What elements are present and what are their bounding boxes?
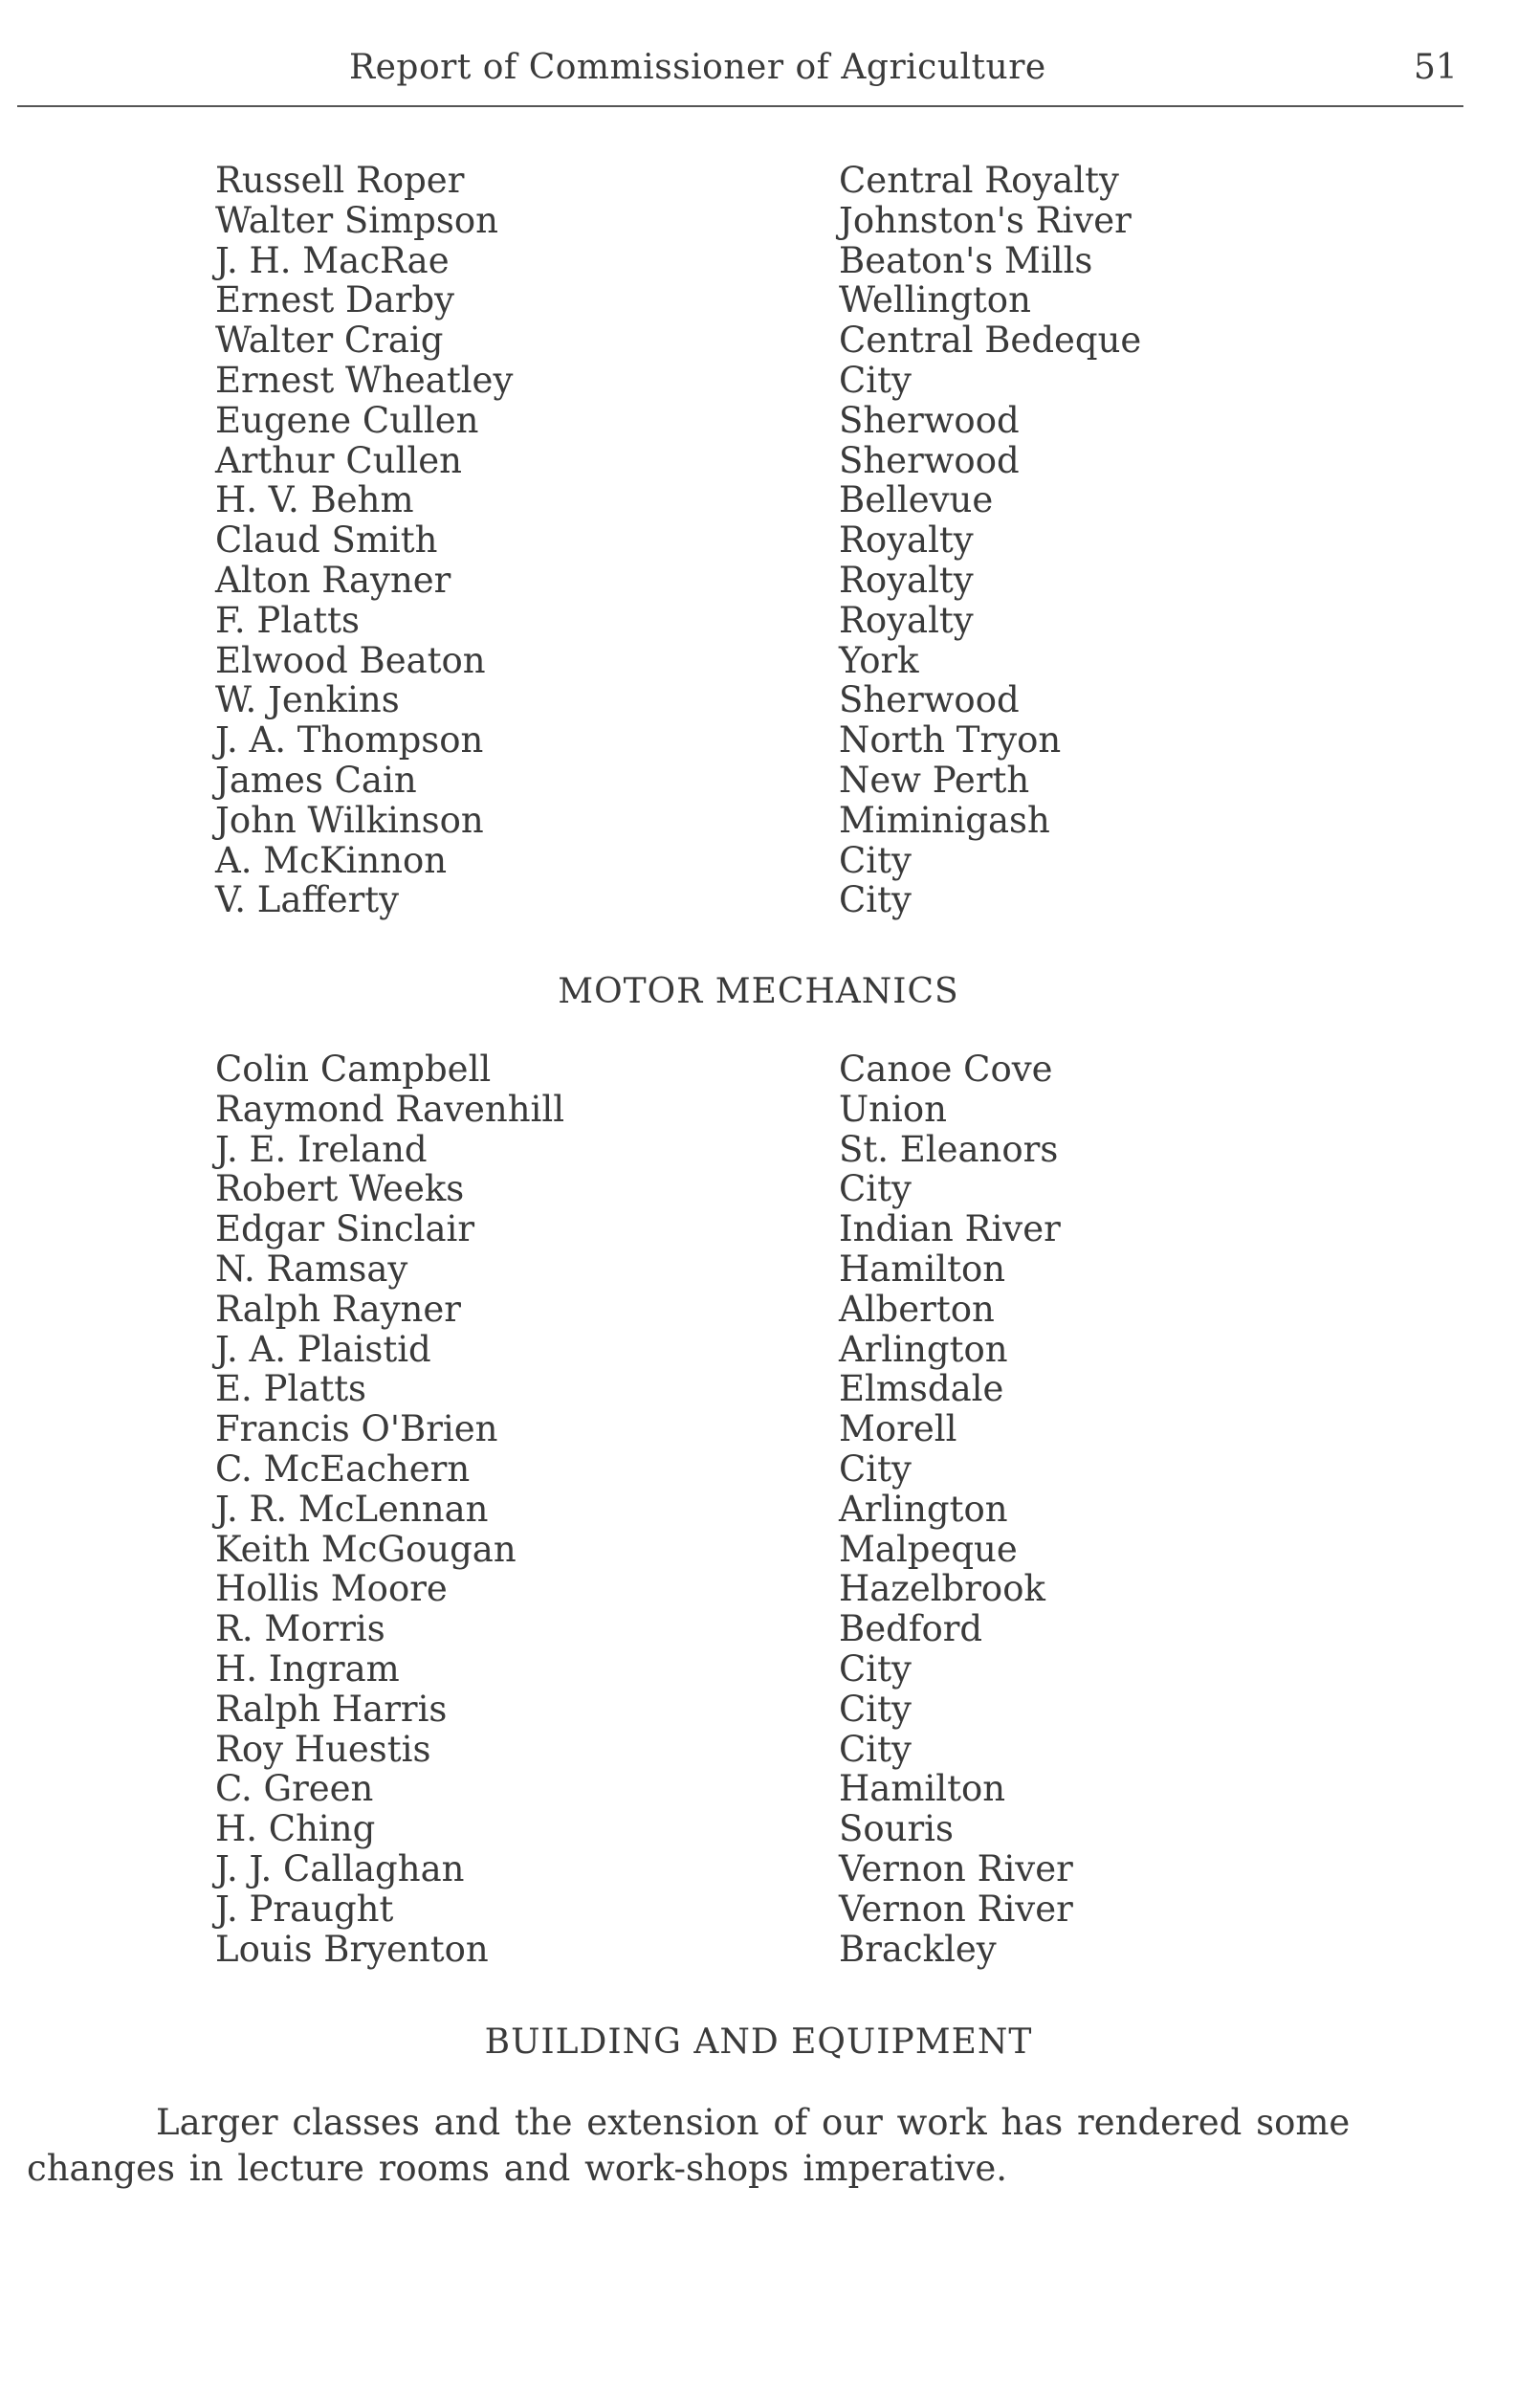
- list-item: [215, 561, 1363, 601]
- list-item: [215, 1769, 1363, 1809]
- list-item: [215, 801, 1363, 841]
- student-name: Ernest Wheatley: [215, 359, 514, 401]
- student-name: Robert Weeks: [215, 1168, 465, 1210]
- student-place: City: [839, 1647, 912, 1690]
- page-number: 51: [1414, 48, 1458, 87]
- student-name: James Cain: [215, 759, 417, 801]
- student-name: V. Lafferty: [215, 879, 400, 921]
- building-paragraph: Larger classes and the extension of our work has rendered some changes in lecture rooms and work-shops imperative.: [27, 2102, 1351, 2189]
- student-name: Colin Campbell: [215, 1049, 492, 1090]
- student-list-continued: [215, 161, 1363, 920]
- student-name: J. A. Thompson: [215, 719, 484, 762]
- student-place: Royalty: [839, 559, 974, 601]
- list-item: [215, 520, 1363, 561]
- student-place: Hamilton: [839, 1248, 1006, 1290]
- list-item: [215, 1409, 1363, 1449]
- list-item: [215, 1490, 1363, 1530]
- student-name: C. Green: [215, 1768, 374, 1810]
- section-heading-motor-mechanics: MOTOR MECHANICS: [558, 972, 959, 1011]
- student-name: Ernest Darby: [215, 279, 455, 321]
- student-place: Morell: [839, 1408, 957, 1450]
- list-item: [215, 720, 1363, 761]
- student-name: Walter Craig: [215, 320, 444, 362]
- student-place: Union: [839, 1088, 947, 1130]
- student-place: Johnston's River: [839, 199, 1132, 241]
- student-place: City: [839, 879, 912, 921]
- list-item: [215, 1569, 1363, 1609]
- student-name: J. H. MacRae: [215, 239, 450, 281]
- student-place: Bellevue: [839, 479, 994, 521]
- student-place: Canoe Cove: [839, 1049, 1053, 1090]
- list-item: [215, 1809, 1363, 1849]
- student-name: Edgar Sinclair: [215, 1208, 475, 1250]
- running-title: Report of Commissioner of Agriculture: [349, 48, 1046, 87]
- student-name: E. Platts: [215, 1368, 367, 1410]
- section-heading-building-equipment: BUILDING AND EQUIPMENT: [484, 2022, 1033, 2062]
- list-item: [215, 1449, 1363, 1490]
- student-name: Hollis Moore: [215, 1568, 448, 1610]
- student-name: Louis Bryenton: [215, 1928, 489, 1970]
- list-item: [215, 320, 1363, 361]
- student-name: J. Praught: [215, 1888, 394, 1930]
- list-item: [215, 680, 1363, 720]
- student-name: Keith McGougan: [215, 1528, 517, 1570]
- student-place: Arlington: [839, 1488, 1008, 1530]
- student-place: Miminigash: [839, 799, 1050, 841]
- student-place: City: [839, 359, 912, 401]
- list-item: [215, 1290, 1363, 1330]
- student-place: St. Eleanors: [839, 1128, 1059, 1170]
- student-place: Souris: [839, 1808, 954, 1850]
- student-name: F. Platts: [215, 599, 360, 641]
- list-item: [215, 441, 1363, 481]
- student-place: Elmsdale: [839, 1368, 1004, 1410]
- student-name: C. McEachern: [215, 1447, 471, 1490]
- list-item: [215, 1930, 1363, 1970]
- list-item: [215, 280, 1363, 320]
- student-name: Francis O'Brien: [215, 1408, 498, 1450]
- student-place: Wellington: [839, 279, 1031, 321]
- list-item: [215, 1090, 1363, 1130]
- motor-mechanics-list: [215, 1049, 1363, 1969]
- list-item: [215, 1530, 1363, 1570]
- list-item: [215, 1169, 1363, 1209]
- student-name: John Wilkinson: [215, 799, 484, 841]
- student-name: Walter Simpson: [215, 199, 498, 241]
- student-place: Central Bedeque: [839, 320, 1142, 362]
- list-item: [215, 641, 1363, 681]
- student-place: Malpeque: [839, 1528, 1018, 1570]
- list-item: [215, 1889, 1363, 1930]
- list-item: [215, 601, 1363, 641]
- student-name: W. Jenkins: [215, 679, 400, 721]
- student-name: H. Ching: [215, 1808, 376, 1850]
- student-place: City: [839, 1447, 912, 1490]
- student-place: York: [839, 639, 919, 681]
- student-name: R. Morris: [215, 1608, 385, 1650]
- list-item: [215, 880, 1363, 920]
- student-name: N. Ramsay: [215, 1248, 408, 1290]
- student-name: J. R. McLennan: [215, 1488, 489, 1530]
- student-name: Eugene Cullen: [215, 399, 479, 441]
- list-item: [215, 1369, 1363, 1409]
- student-name: Ralph Rayner: [215, 1288, 461, 1330]
- list-item: [215, 761, 1363, 801]
- student-place: City: [839, 1728, 912, 1770]
- list-item: [215, 1690, 1363, 1730]
- student-place: Sherwood: [839, 399, 1020, 441]
- student-place: Central Royalty: [839, 160, 1119, 201]
- list-item: [215, 1730, 1363, 1770]
- list-item: [215, 1330, 1363, 1370]
- student-name: Raymond Ravenhill: [215, 1088, 565, 1130]
- student-place: Sherwood: [839, 439, 1020, 481]
- student-place: Brackley: [839, 1928, 997, 1970]
- list-item: [215, 361, 1363, 401]
- list-item: [215, 1609, 1363, 1649]
- list-item: [215, 161, 1363, 201]
- student-name: Arthur Cullen: [215, 439, 462, 481]
- page-header: [0, 48, 1517, 105]
- list-item: [215, 1049, 1363, 1090]
- student-place: North Tryon: [839, 719, 1062, 762]
- student-name: Alton Rayner: [215, 559, 451, 601]
- student-place: Arlington: [839, 1328, 1008, 1370]
- student-name: J. E. Ireland: [215, 1128, 428, 1170]
- student-place: City: [839, 1688, 912, 1730]
- student-place: Royalty: [839, 519, 974, 562]
- header-rule: [17, 105, 1463, 107]
- student-name: Claud Smith: [215, 519, 438, 562]
- student-place: New Perth: [839, 759, 1030, 801]
- student-name: H. V. Behm: [215, 479, 414, 521]
- list-item: [215, 1209, 1363, 1249]
- student-place: Hazelbrook: [839, 1568, 1045, 1610]
- student-name: J. J. Callaghan: [215, 1847, 465, 1889]
- student-place: Hamilton: [839, 1768, 1006, 1810]
- list-item: [215, 841, 1363, 881]
- list-item: [215, 201, 1363, 241]
- student-place: Royalty: [839, 599, 974, 641]
- list-item: [215, 241, 1363, 281]
- student-place: Alberton: [839, 1288, 995, 1330]
- student-name: Roy Huestis: [215, 1728, 431, 1770]
- student-name: Elwood Beaton: [215, 639, 486, 681]
- student-place: City: [839, 1168, 912, 1210]
- list-item: [215, 1249, 1363, 1290]
- list-item: [215, 1649, 1363, 1690]
- student-place: Vernon River: [839, 1847, 1073, 1889]
- list-item: [215, 480, 1363, 520]
- student-name: H. Ingram: [215, 1647, 400, 1690]
- student-place: Sherwood: [839, 679, 1020, 721]
- student-place: Bedford: [839, 1608, 983, 1650]
- student-place: City: [839, 839, 912, 881]
- student-name: A. McKinnon: [215, 839, 448, 881]
- student-name: Ralph Harris: [215, 1688, 448, 1730]
- student-name: J. A. Plaistid: [215, 1328, 431, 1370]
- student-place: Vernon River: [839, 1888, 1073, 1930]
- list-item: [215, 401, 1363, 441]
- student-name: Russell Roper: [215, 160, 465, 201]
- list-item: [215, 1130, 1363, 1170]
- list-item: [215, 1849, 1363, 1889]
- student-place: Indian River: [839, 1208, 1061, 1250]
- student-place: Beaton's Mills: [839, 239, 1093, 281]
